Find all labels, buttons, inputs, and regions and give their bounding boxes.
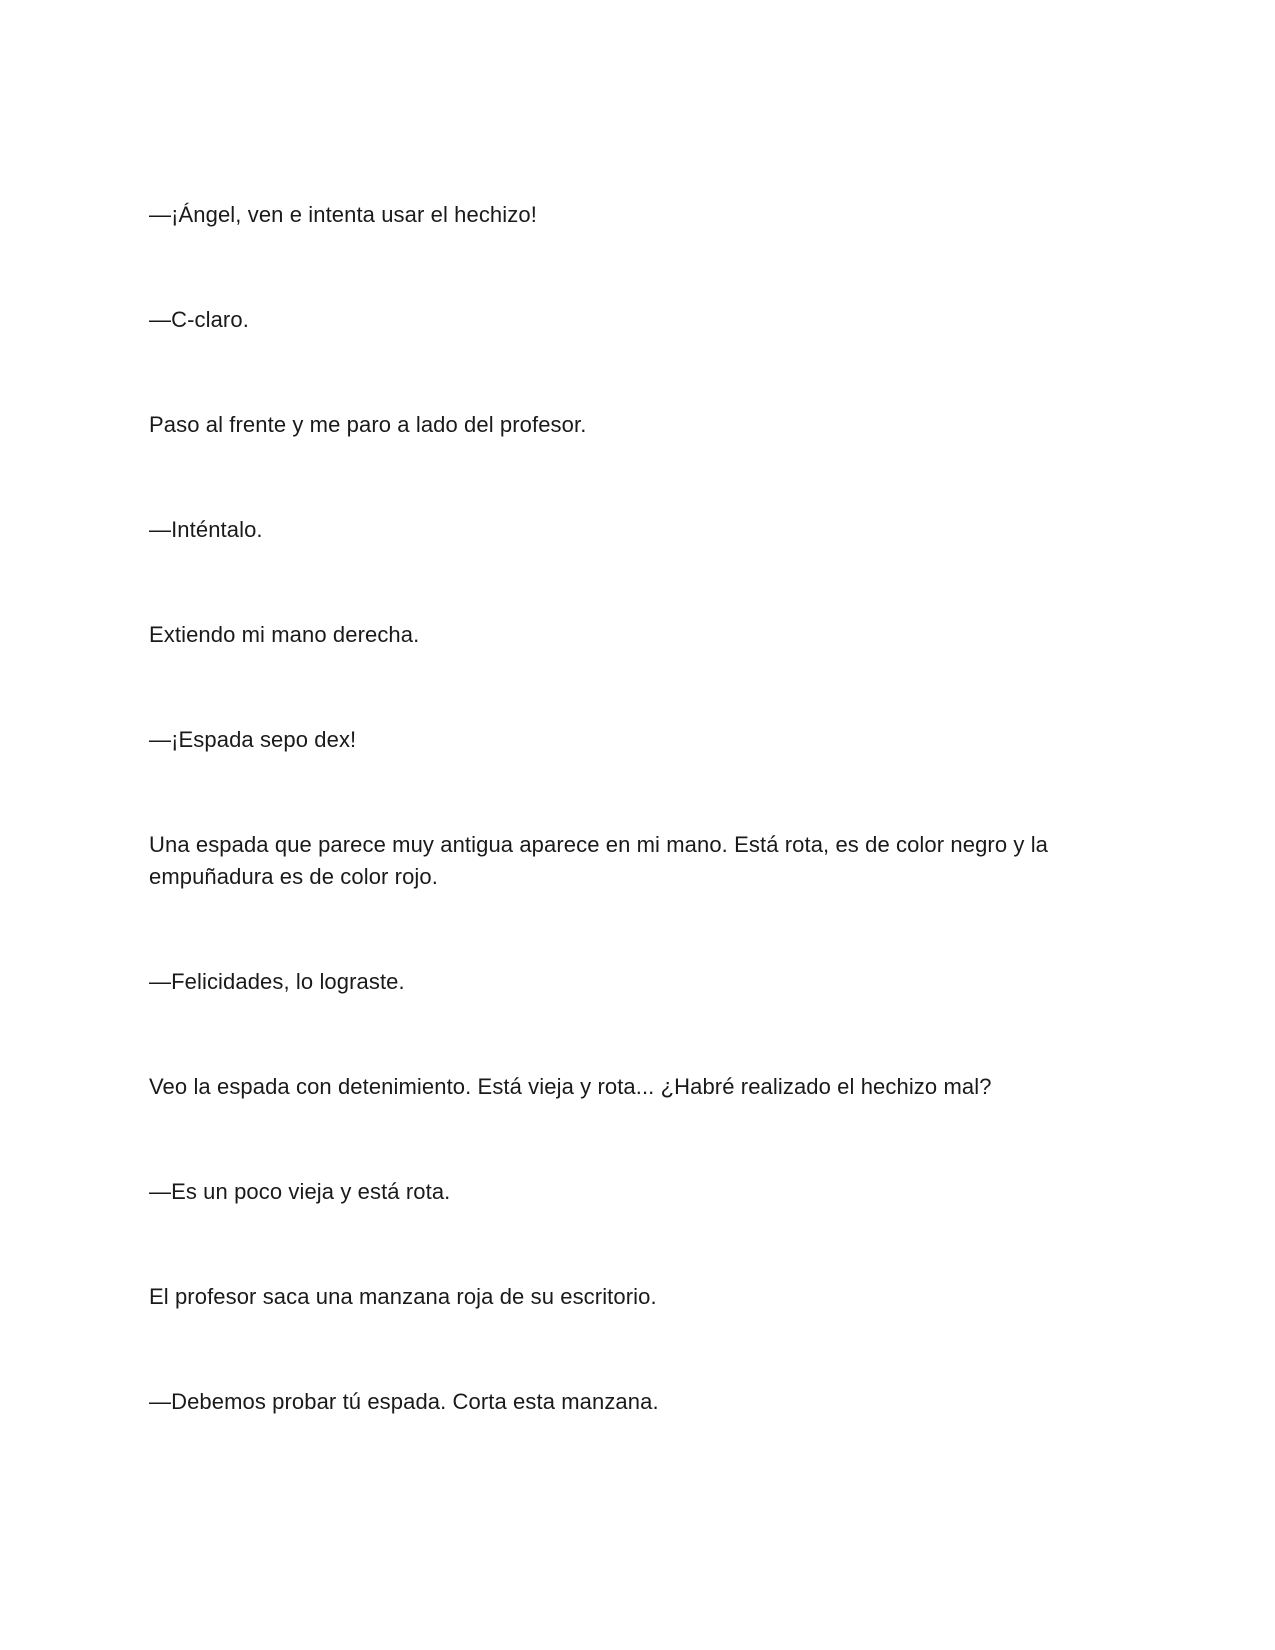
paragraph-9: Veo la espada con detenimiento. Está vieja y rota... ¿Habré realizado el hechizo mal? bbox=[149, 1074, 992, 1099]
paragraph-10: —Es un poco vieja y está rota. bbox=[149, 1179, 451, 1204]
paragraph-11: El profesor saca una manzana roja de su escritorio. bbox=[149, 1284, 657, 1309]
paragraph-7: Una espada que parece muy antigua aparece en mi mano. Está rota, es de color negro y la empuñadura es de color rojo. bbox=[149, 832, 1049, 889]
paragraph-2: —C-claro. bbox=[149, 307, 249, 332]
paragraph-8: —Felicidades, lo lograste. bbox=[149, 969, 405, 994]
paragraph-3: Paso al frente y me paro a lado del profesor. bbox=[149, 412, 587, 437]
paragraph-5: Extiendo mi mano derecha. bbox=[149, 622, 420, 647]
paragraph-6: —¡Espada sepo dex! bbox=[149, 727, 357, 752]
paragraph-4: —Inténtalo. bbox=[149, 517, 263, 542]
paragraph-1: —¡Ángel, ven e intenta usar el hechizo! bbox=[149, 202, 537, 227]
paragraph-12: —Debemos probar tú espada. Corta esta manzana. bbox=[149, 1389, 659, 1414]
